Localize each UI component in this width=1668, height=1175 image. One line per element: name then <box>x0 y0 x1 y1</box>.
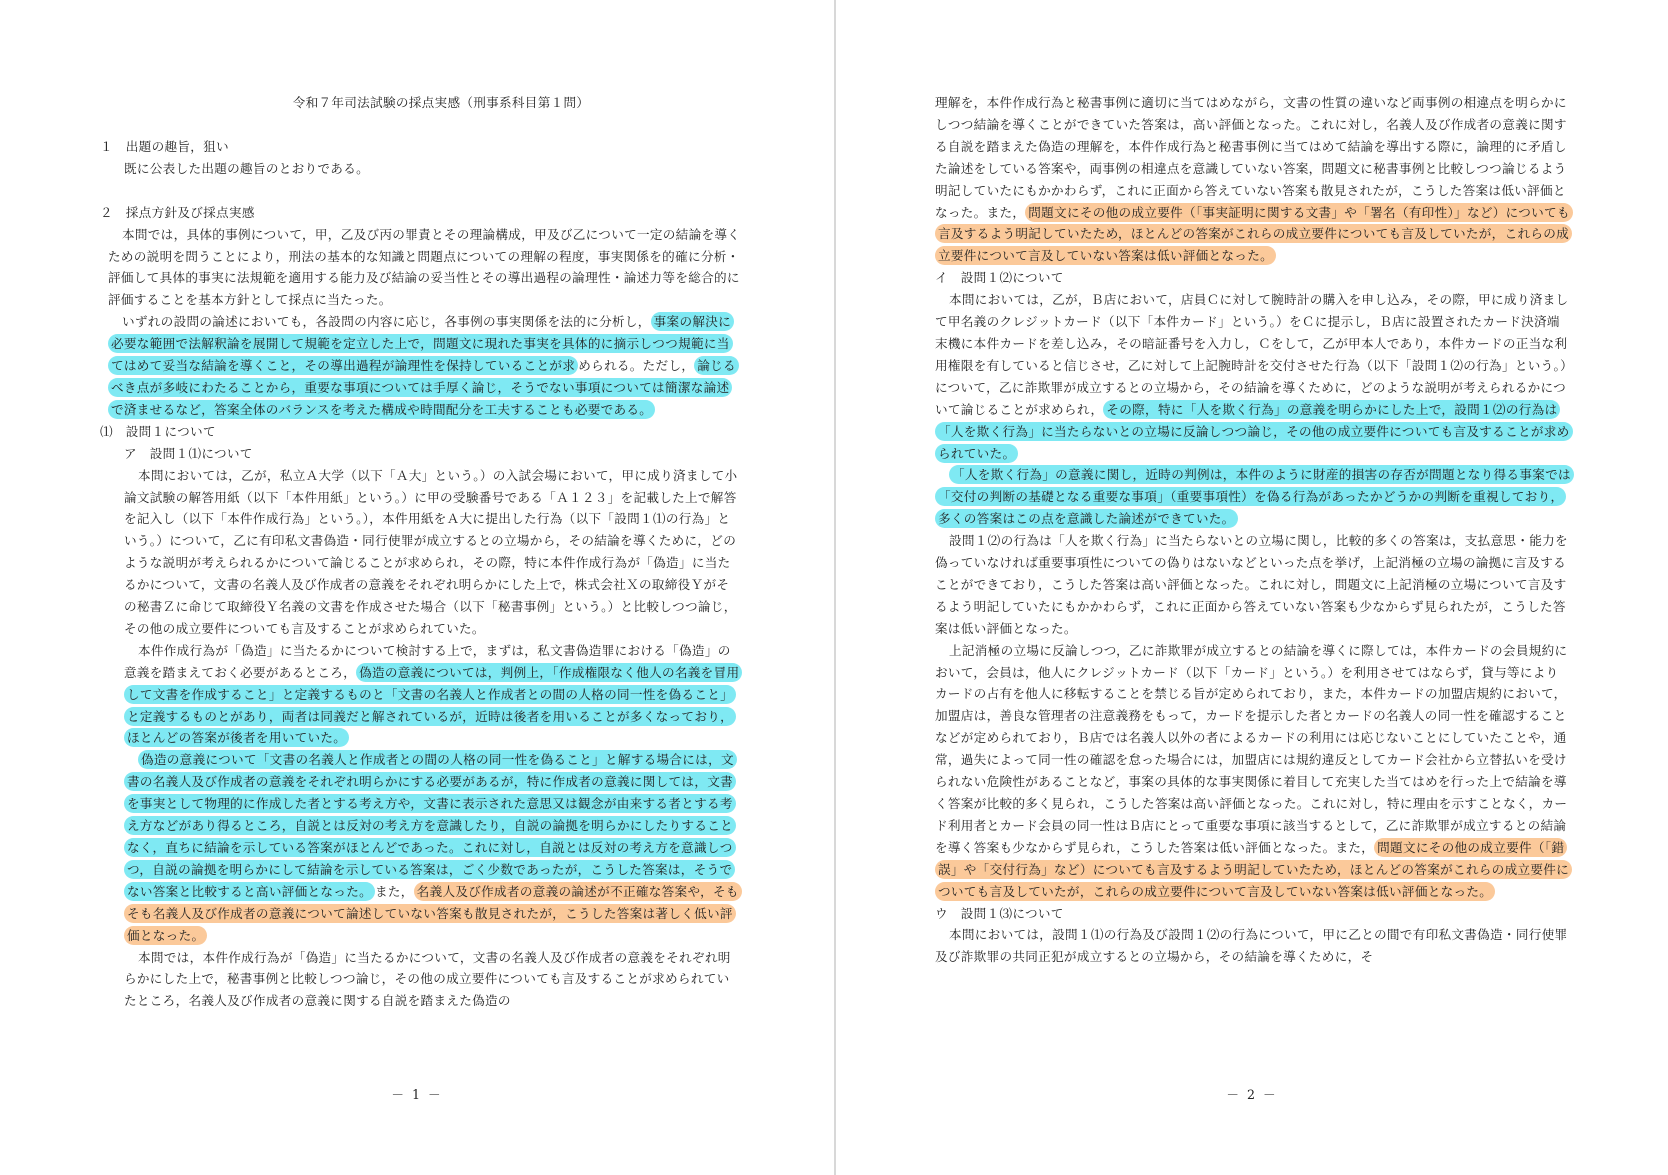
text-run: 本問においては，乙が，Ｂ店において，店員Ｃに対して腕時計の購入を申し込み，その際，甲に成り済まして甲名義のクレジットカード（以下「本件カード」という。）をＣに提示し，Ｂ店に設置されたカード決済端末機に本件カードを差し込み，その暗証番号を入力し，Ｃをして，乙が甲本人であり，本件カードの正当な利用権限を有していると信じさせ，乙に対して上記腕時計を交付させた行為（以下「設問１⑵の行為」という。）について，乙に詐欺罪が成立するとの立場から，その結論を導くために，どのような説明が考えられるかについて論じることが求められ， <box>935 292 1569 417</box>
page-number: － 1 － <box>391 1087 443 1102</box>
subsection-heading: ⑴ 設問１について <box>100 423 216 439</box>
page-2-content <box>911 92 1571 968</box>
paragraph: 本問では，具体的事例について，甲，乙及び丙の罪責とその理論構成，甲及び乙について一定の結論を導くための説明を問うことにより，刑法の基本的な知識と問題点についての理解の程度，事実関係を的確に分析・評価して具体的事実に法規範を適用する能力及び結論の妥当性とその導出過程の論理性・論述力等を総合的に評価することを基本方針として採点に当たった。 <box>108 226 741 308</box>
highlight-cyan: 事案の解決に必要な範囲で法解釈論を展開して規範を定立した上で，問題文に現れた事実を具体的に摘示しつつ規範に当てはめて妥当な結論を導くこと，その導出過程が論理性を保持していることが求 <box>108 312 734 375</box>
page-1-content <box>100 92 742 1012</box>
paragraph <box>100 749 742 946</box>
paragraph: 本問では，本件作成行為が「偽造」に当たるかについて，文書の名義人及び作成者の意義をそれぞれ明らかにした上で，秘書事例と比較しつつ論じ，その他の成立要件についても言及することが求められていたところ，名義人及び作成者の意義に関する自説を踏まえた偽造の <box>124 949 731 1009</box>
paragraph: 本問においては，乙が，私立Ａ大学（以下「Ａ大」という。）の入試会場において，甲に成り済まして小論文試験の解答用紙（以下「本件用紙」という。）に甲の受験番号である「Ａ１２３」を記載した上で解答を記入し（以下「本件作成行為」という。），本件用紙をＡ大に提出した行為（以下「設問１⑴の行為」という。）について，乙に有印私文書偽造・同行使罪が成立するとの立場から，その結論を導くために，どのような説明が考えられるかについて論じることが求められ，その際，特に本件作成行為が「偽造」に当たるかについて，文書の名義人及び作成者の意義をそれぞれ明らかにした上で，株式会社Ｘの取締役Ｙがその秘書Ｚに命じて取締役Ｙ名義の文書を作成させた場合（以下「秘書事例」という。）と比較しつつ論じ，その他の成立要件についても言及することが求められていた。 <box>124 467 738 636</box>
item-heading: ア 設問１⑴について <box>124 445 253 461</box>
paragraph <box>100 640 742 750</box>
section-1-body: 既に公表した出題の趣旨のとおりである。 <box>124 160 369 176</box>
document-page-2 <box>836 0 1668 1175</box>
spacer <box>100 180 742 202</box>
section-heading-2: ２ 採点方針及び採点実感 <box>100 204 255 220</box>
highlight-cyan: 偽造の意義について「文書の名義人と作成者との間の人格の同一性を偽ること」と解する場合には，文書の名義人及び作成者の意義をそれぞれ明らかにする必要があるが，特に作成者の意義に関しては，文書を事実として物理的に作成した者とする考え方や，文書に表示された意思又は観念が由来する者とする考え方などがあり得るところ，自説とは反対の考え方を意識したり，自説の論拠を明らかにしたりすることなく，直ちに結論を示している答案がほとんどであった。これに対し，自説とは反対の考え方を意識しつつ，自説の論拠を明らかにして結論を示している答案は，ごく少数であったが，こうした答案は，そうでない答案と比較すると高い評価となった。 <box>124 750 737 900</box>
text-run: また， <box>374 883 414 899</box>
text-run: 上記消極の立場に反論しつつ，乙に詐欺罪が成立するとの結論を導くに際しては，本件カードの会員規約において，会員は，他人にクレジットカード（以下「カード」という。）を利用させてはならず，貸与等によりカードの占有を他人に移転することを禁じる旨が定められており，また，本件カードの加盟店規約において，加盟店は，善良な管理者の注意義務をもって，カードを提示した者とカードの名義人の同一性を確認することなどが定められており，Ｂ店では名義人以外の者によるカードの利用には応じないことにしていたことや，通常，過失によって同一性の確認を怠った場合には，加盟店には規約違反としてカード会社から立替払いを受けられない危険性があることなど，事案の具体的な事実関係に着目して充実した当てはめを行った上で結論を導く答案が比較的多く見られ，こうした答案は高い評価となった。これに対し，特に理由を示すことなく，カード利用者とカード会員の同一性はＢ店にとって重要な事項に該当するとして，乙に詐欺罪が成立するとの結論を導く答案も少なからず見られ，こうした答案は低い評価となった。また， <box>935 642 1568 855</box>
paragraph: 設問１⑵の行為は「人を欺く行為」に当たらないとの立場に関し，比較的多くの答案は，支払意思・能力を偽っていなければ重要事項性についての偽りはないなどといった点を挙げ，上記消極の立場の論拠に言及することができており，こうした答案は高い評価となった。これに対し，問題文に上記消極の立場について言及するよう明記していたにもかかわらず，これに正面から答えていない答案も少なからず見られたが，こうした答案は低い評価となった。 <box>935 533 1568 636</box>
text-run: められる。ただし， <box>578 358 695 374</box>
highlight-cyan: その際，特に「人を欺く行為」の意義を明らかにした上で，設問１⑵の行為は「人を欺く行為」に当たらないとの立場に反論しつつ論じ，その他の成立要件についても言及することが求められていた。 <box>935 400 1573 463</box>
paragraph <box>911 464 1571 530</box>
highlight-orange: 問題文にその他の成立要件（「錯誤」や「交付行為」など）についても言及するよう明記していたため，ほとんどの答案がこれらの成立要件についても言及していたが，これらの成立要件について言及していない答案は低い評価となった。 <box>935 838 1572 901</box>
text-run: 本件作成行為が「偽造」に当たるかについて検討する上で，まずは，私文書偽造罪における「偽造」の意義を踏まえておく必要があるところ， <box>124 642 731 680</box>
highlight-orange: 問題文にその他の成立要件（「事実証明に関する文書」や「署名（有印性）」など）についても言及するよう明記していたため，ほとんどの答案がこれらの成立要件についても言及していたが，これらの成立要件について言及していない答案は低い評価となった。 <box>935 203 1573 266</box>
paragraph <box>100 311 742 421</box>
page-number: － 2 － <box>1226 1087 1278 1102</box>
paragraph <box>911 92 1571 267</box>
highlight-cyan: 偽造の意義については，判例上，「作成権限なく他人の名義を冒用して文書を作成すること」と定義するものと「文書の名義人と作成者との間の人格の同一性を偽ること」と定義するものとがあり，両者は同義だと解されているが，近時は後者を用いることが多くなっており，ほとんどの答案が後者を用いていた。 <box>124 663 742 748</box>
paragraph <box>911 289 1571 464</box>
highlight-cyan: 「人を欺く行為」の意義に関し，近時の判例は，本件のように財産的損害の存否が問題となり得る事案では「交付の判断の基礎となる重要な事項」（重要事項性）を偽る行為があったかどうかの判断を重視しており，多くの答案はこの点を意識した論述ができていた。 <box>935 465 1574 528</box>
document-title: 令和７年司法試験の採点実感（刑事系科目第１問） <box>292 95 590 110</box>
highlight-orange: 名義人及び作成者の意義の論述が不正確な答案や，そもそも名義人及び作成者の意義について論述していない答案も散見されたが，こうした答案は著しく低い評価となった。 <box>124 882 742 945</box>
paragraph: 本問においては，設問１⑴の行為及び設問１⑵の行為について，甲に乙との間で有印私文書偽造・同行使罪及び詐欺罪の共同正犯が成立するとの立場から，その結論を導くために，そ <box>935 927 1568 965</box>
item-heading: ウ 設問１⑶について <box>935 905 1064 921</box>
paragraph <box>911 640 1571 903</box>
section-heading-1: １ 出題の趣旨，狙い <box>100 138 229 154</box>
item-heading: イ 設問１⑵について <box>935 270 1064 286</box>
text-run: いずれの設問の論述においても，各設問の内容に応じ，各事例の事実関係を法的に分析し， <box>122 314 651 330</box>
highlight-cyan: 論じるべき点が多岐にわたることから，重要な事項については手厚く論じ，そうでない事項については簡潔な論述で済ませるなど，答案全体のバランスを考えた構成や時間配分を工夫することも必要である。 <box>108 356 739 419</box>
text-run: 理解を，本件作成行為と秘書事例に適切に当てはめながら，文書の性質の違いなど両事例の相違点を明らかにしつつ結論を導くことができていた答案は，高い評価となった。これに対し，名義人及び作成者の意義に関する自説を踏まえた偽造の理解を，本件作成行為と秘書事例に当てはめて結論を導出する際に，論理的に矛盾した論述をしている答案や，両事例の相違点を意識していない答案，問題文に秘書事例と比較しつつ論じるよう明記していたにもかかわらず，これに正面から答えていない答案も散見されたが，こうした答案は低い評価となった。また， <box>935 95 1567 220</box>
